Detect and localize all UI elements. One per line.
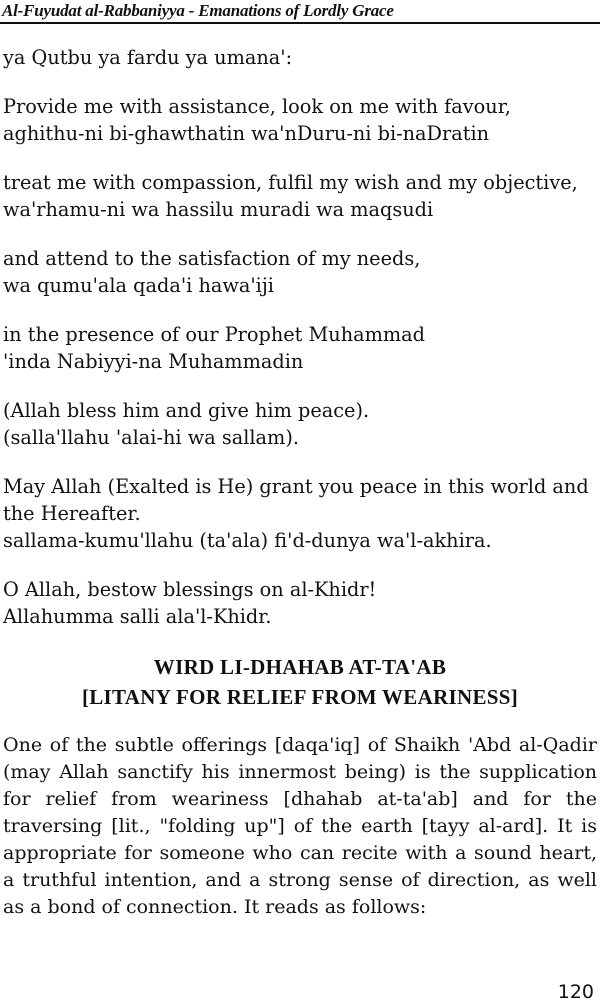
verse-paragraph-8 [3,576,597,630]
verse-paragraph-1 [3,44,597,71]
verse-line: wa qumu'ala qada'i hawa'iji [3,274,274,297]
verse-line: aghithu-ni bi-ghawthatin wa'nDuru-ni bi-naDratin [3,122,490,145]
section-heading-line-1: WIRD LI-DHAHAB AT-TA'AB [153,655,447,679]
verse-line: May Allah (Exalted is He) grant you peace in this world and [3,475,589,498]
verse-line: the Hereafter. [3,502,141,525]
verse-paragraph-6 [3,397,597,451]
verse-paragraph-7 [3,473,597,554]
verse-line: in the presence of our Prophet Muhammad [3,323,426,346]
verse-line: 'inda Nabiyyi-na Muhammadin [3,350,304,373]
verse-line: sallama-kumu'llahu (ta'ala) fi'd-dunya wa'l-akhira. [3,529,492,552]
verse-line: Allahumma salli ala'l-Khidr. [3,605,272,628]
verse-line: ya Qutbu ya fardu ya umana': [3,46,293,69]
verse-paragraph-4 [3,245,597,299]
section-heading-line-2: [LITANY FOR RELIEF FROM WEARINESS] [81,685,519,709]
body-paragraph: One of the subtle offerings [daqa'iq] of Shaikh 'Abd al-Qadir (may Allah sanctify his innermost being) is the supplication for relief from weariness [dhahab at-ta'ab] and for the traversing [lit., "folding up"] of the earth [tayy al-ard]. It is appropriate for someone who can recite with a sound heart, a truthful intention, and a strong sense of direction, as well as a bond of connection. It reads as follows: [3,734,597,918]
verse-line: and attend to the satisfaction of my needs, [3,247,421,270]
verse-line: treat me with compassion, fulfil my wish and my objective, [3,171,578,194]
verse-paragraph-3 [3,169,597,223]
verse-paragraph-5 [3,321,597,375]
verse-line: (salla'llahu 'alai-hi wa sallam). [3,426,299,449]
verse-line: (Allah bless him and give him peace). [3,399,370,422]
section-heading [3,652,597,712]
running-header [0,0,600,26]
verse-line: Provide me with assistance, look on me with favour, [3,95,511,118]
verse-paragraph-2 [3,93,597,147]
verse-line: O Allah, bestow blessings on al-Khidr! [3,578,377,601]
page-number: 120 [557,981,594,1003]
header-rule [0,22,600,24]
page-content [3,44,597,921]
verse-line: wa'rhamu-ni wa hassilu muradi wa maqsudi [3,198,434,221]
header-title: Al-Fuyudat al-Rabbaniyya - Emanations of Lordly Grace [2,1,394,20]
